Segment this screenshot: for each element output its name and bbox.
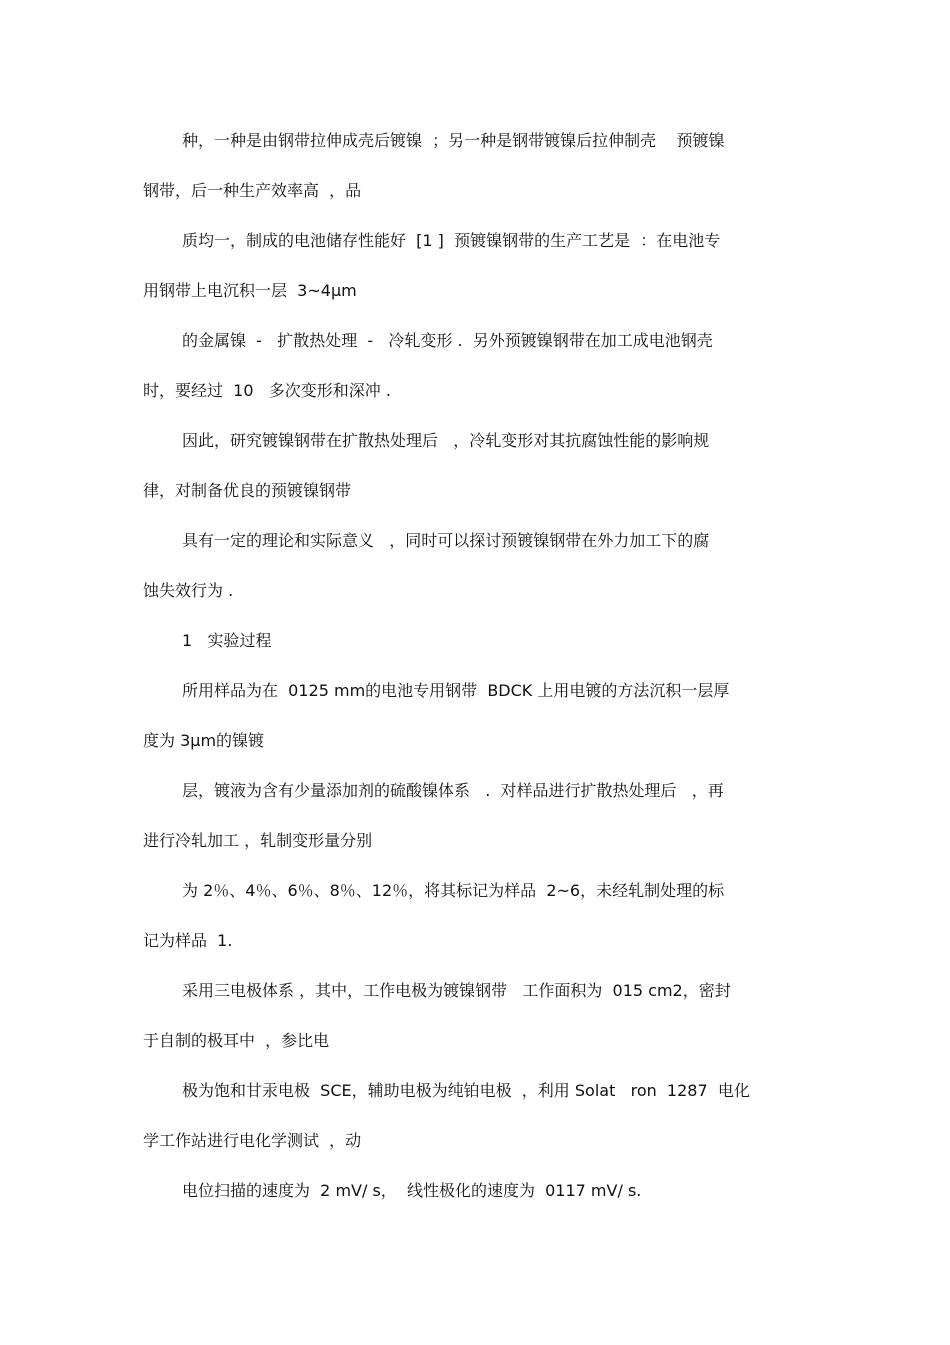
paragraph-line: 电位扫描的速度为 2 mV/ s， 线性极化的速度为 0117 mV/ s.: [182, 1181, 642, 1200]
paragraph-line: 度为 3μm的镍镀: [143, 731, 265, 750]
paragraph-line: 层，镀液为含有少量添加剂的硫酸镍体系 . 对样品进行扩散热处理后 ，再: [182, 781, 724, 800]
paragraph-line: 采用三电极体系 ，其中，工作电极为镀镍钢带 工作面积为 015 cm2，密封: [182, 981, 731, 1000]
paragraph-line: 用钢带上电沉积一层 3~4μm: [143, 281, 357, 300]
paragraph-line: 因此，研究镀镍钢带在扩散热处理后 ，冷轧变形对其抗腐蚀性能的影响规: [182, 431, 710, 450]
paragraph-line: 的金属镍 - 扩散热处理 - 冷轧变形 . 另外预镀镍钢带在加工成电池钢壳: [182, 331, 713, 350]
paragraph-line: 进行冷轧加工 ，轧制变形量分别: [143, 831, 373, 850]
paragraph-line: 所用样品为在 0125 mm的电池专用钢带 BDCK 上用电镀的方法沉积一层厚: [182, 681, 730, 700]
paragraph-line: 质均一，制成的电池储存性能好 [1 ] 预镀镍钢带的生产工艺是 ：在电池专: [182, 231, 721, 250]
paragraph-line: 蚀失效行为 .: [143, 581, 234, 600]
paragraph-line: 极为饱和甘汞电极 SCE，辅助电极为纯铂电极 ，利用 Solat ron 1287 电化: [182, 1081, 750, 1100]
section-heading: 1 实验过程: [182, 631, 272, 650]
paragraph-line: 钢带，后一种生产效率高 ，品: [143, 181, 362, 200]
paragraph-line: 律，对制备优良的预镀镍钢带: [143, 481, 352, 500]
paragraph-line: 时，要经过 10 多次变形和深冲 .: [143, 381, 391, 400]
paragraph-line: 于自制的极耳中 ，参比电: [143, 1031, 330, 1050]
paragraph-line: 为 2％、4％、6％、8％、12％，将其标记为样品 2~6，未经轧制处理的标: [182, 881, 725, 900]
paragraph-line: 学工作站进行电化学测试 ，动: [143, 1131, 362, 1150]
paragraph-line: 种，一种是由钢带拉伸成壳后镀镍 ；另一种是钢带镀镍后拉伸制壳 预镀镍: [182, 131, 725, 150]
paragraph-line: 具有一定的理论和实际意义 ，同时可以探讨预镀镍钢带在外力加工下的腐: [182, 531, 710, 550]
paragraph-line: 记为样品 1.: [143, 931, 233, 950]
